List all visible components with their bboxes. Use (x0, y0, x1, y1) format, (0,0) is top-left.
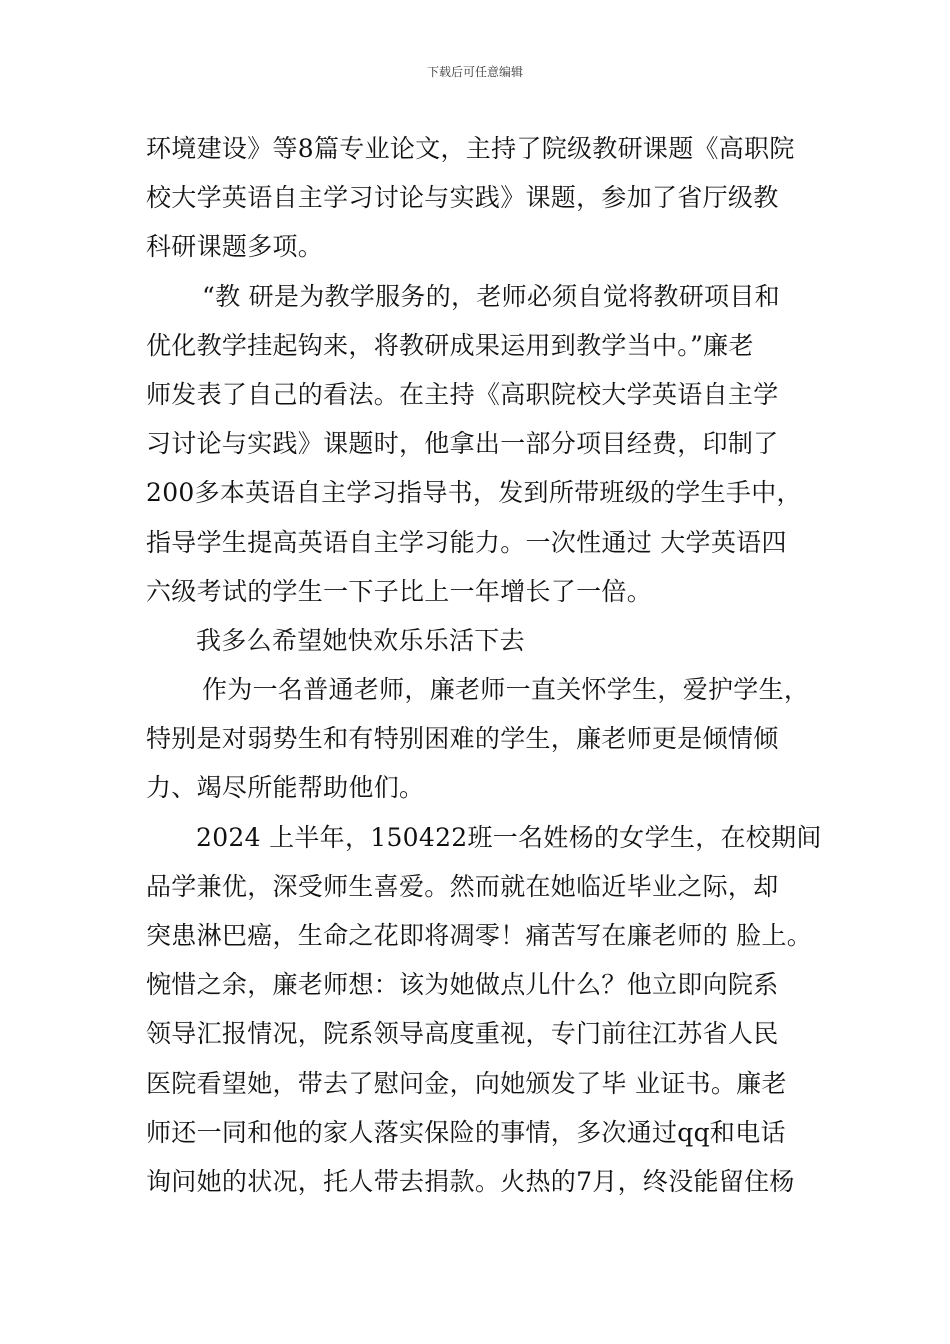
text-line: “教 研是为教学服务的，老师必须自觉将教研项目和 (202, 281, 780, 311)
text-line: 200多本英语自主学习指导书，发到所带班级的学生手中， (146, 478, 802, 508)
text-line: 优化教学挂起钩来，将教研成果运用到教学当中。”廉老 (146, 330, 754, 360)
text-line: 六级考试的学生一下子比上一年增长了一倍。 (146, 576, 653, 606)
text-line: 品学兼优，深受师生喜爱。然而就在她临近毕业之际，却 (146, 871, 779, 901)
text-line: 力、竭尽所能帮助他们。 (146, 773, 425, 803)
text-line: 科研课题多项。 (146, 232, 324, 262)
text-line: 特别是对弱势生和有特别困难的学生，廉老师更是倾情倾 (146, 724, 779, 754)
text-line: 领导汇报情况，院系领导高度重视，专门前往江苏省人民 (146, 1019, 779, 1049)
text-line: 校大学英语自主学习讨论与实践》课题，参加了省厅级教 (146, 183, 779, 213)
page-header: 下载后可任意编辑 (426, 65, 523, 79)
text-line: 惋惜之余，廉老师想：该为她做点儿什么？他立即向院系 (146, 970, 779, 1000)
text-line: 指导学生提高英语自主学习能力。一次性通过 大学英语四 (146, 527, 787, 557)
text-line: 突患淋巴癌，生命之花即将凋零！痛苦写在廉老师的 脸上。 (146, 921, 813, 950)
text-line: 医院看望她，带去了慰问金，向她颁发了毕 业证书。廉老 (146, 1068, 787, 1098)
text-line: 2024 上半年，150422班一名姓杨的女学生，在校期间 (196, 822, 822, 852)
text-line: 师发表了自己的看法。在主持《高职院校大学英语自主学 (146, 379, 779, 409)
text-line: 作为一名普通老师，廉老师一直关怀学生，爱护学生， (202, 675, 810, 705)
text-line: 我多么希望她快欢乐乐活下去 (196, 625, 525, 655)
text-line: 师还一同和他的家人落实保险的事情，多次通过qq和电话 (146, 1117, 786, 1147)
document-body (146, 124, 836, 1206)
text-line: 询问她的状况，托人带去捐款。火热的7月，终没能留住杨 (146, 1166, 795, 1196)
text-line: 环境建设》等8篇专业论文，主持了院级教研课题《高职院 (146, 134, 795, 163)
text-line: 习讨论与实践》课题时，他拿出一部分项目经费，印制了 (146, 429, 779, 459)
